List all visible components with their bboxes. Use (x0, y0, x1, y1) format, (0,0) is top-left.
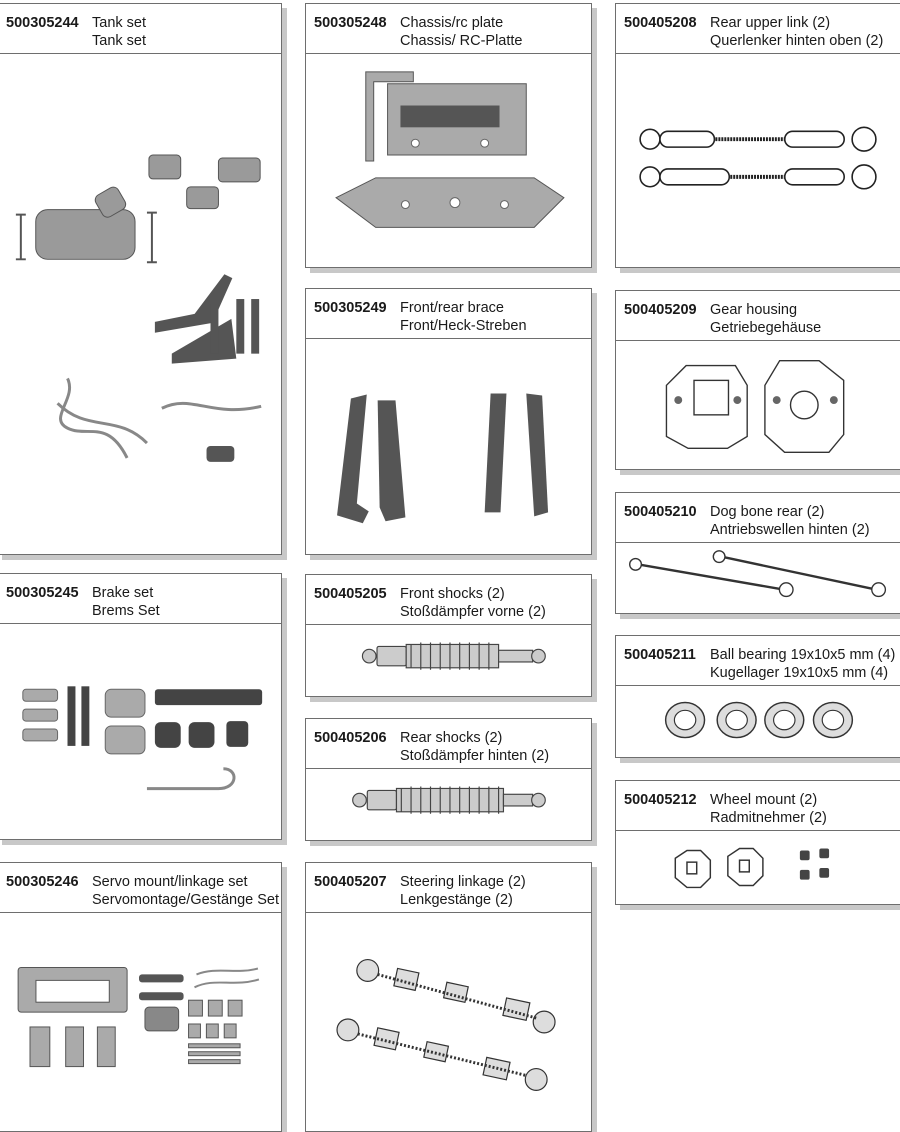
part-name-en: Servo mount/linkage set (92, 874, 248, 890)
part-number: 500305244 (6, 15, 79, 31)
part-illustration-gear-housing (616, 341, 900, 469)
part-illustration-brace (306, 339, 591, 554)
part-name-de: Tank set (92, 33, 146, 49)
part-name-de: Querlenker hinten oben (2) (710, 33, 884, 49)
part-illustration-dog-bone (616, 543, 900, 613)
part-card-chassis (305, 3, 592, 268)
part-illustration-steering (306, 913, 591, 1131)
part-number: 500305245 (6, 585, 79, 601)
part-number: 500405210 (624, 504, 697, 520)
part-card-dog-bone (615, 492, 900, 614)
part-name-en: Wheel mount (2) (710, 792, 818, 808)
part-name-en: Front/rear brace (400, 300, 504, 316)
part-card-header (616, 291, 900, 341)
part-card-tank-set (0, 3, 282, 555)
part-name-de: Stoßdämpfer vorne (2) (400, 604, 546, 620)
part-name-en: Rear upper link (2) (710, 15, 831, 31)
part-illustration-wheel-mount (616, 831, 900, 904)
part-card-bearing (615, 635, 900, 758)
part-card-header (616, 636, 900, 686)
part-name-de: Getriebegehäuse (710, 320, 822, 336)
part-number: 500405211 (624, 647, 696, 663)
part-illustration-front-shocks (306, 625, 591, 696)
part-name-en: Tank set (92, 15, 146, 31)
part-name-en: Ball bearing 19x10x5 mm (4) (710, 647, 896, 663)
part-card-gear-housing (615, 290, 900, 470)
part-name-de: Lenkgestänge (2) (400, 892, 513, 908)
part-name-de: Kugellager 19x10x5 mm (4) (710, 665, 889, 681)
part-number: 500405209 (624, 302, 697, 318)
part-card-header (0, 863, 281, 913)
part-number: 500305246 (6, 874, 79, 890)
part-number: 500305249 (314, 300, 387, 316)
part-illustration-servo-set (0, 913, 281, 1131)
part-name-de: Antriebswellen hinten (2) (710, 522, 870, 538)
part-name-en: Chassis/rc plate (400, 15, 504, 31)
part-name-de: Radmitnehmer (2) (710, 810, 827, 826)
part-number: 500405205 (314, 586, 387, 602)
part-card-servo-set (0, 862, 282, 1132)
part-card-header (306, 289, 591, 339)
part-card-steering (305, 862, 592, 1132)
part-name-de: Stoßdämpfer hinten (2) (400, 748, 550, 764)
part-card-header (306, 719, 591, 769)
part-number: 500405207 (314, 874, 387, 890)
part-name-en: Gear housing (710, 302, 798, 318)
part-number: 500405206 (314, 730, 387, 746)
part-name-de: Servomontage/Gestänge Set (92, 892, 280, 908)
part-number: 500305248 (314, 15, 387, 31)
part-illustration-brake-set (0, 624, 281, 839)
part-illustration-upper-link (616, 54, 900, 267)
part-card-brake-set (0, 573, 282, 840)
part-card-header (0, 574, 281, 624)
part-card-header (616, 781, 900, 831)
part-name-de: Brems Set (92, 603, 160, 619)
part-name-de: Chassis/ RC-Platte (400, 33, 523, 49)
part-illustration-rear-shocks (306, 769, 591, 840)
part-name-en: Steering linkage (2) (400, 874, 526, 890)
part-name-de: Front/Heck-Streben (400, 318, 527, 334)
part-illustration-tank-set (0, 54, 281, 554)
part-card-header (306, 4, 591, 54)
part-card-upper-link (615, 3, 900, 268)
part-card-front-shocks (305, 574, 592, 697)
part-illustration-chassis (306, 54, 591, 267)
part-card-header (616, 493, 900, 543)
part-name-en: Rear shocks (2) (400, 730, 503, 746)
part-card-header (616, 4, 900, 54)
part-card-wheel-mount (615, 780, 900, 905)
part-card-header (306, 863, 591, 913)
part-name-en: Dog bone rear (2) (710, 504, 825, 520)
part-illustration-bearing (616, 686, 900, 757)
part-card-header (306, 575, 591, 625)
part-card-rear-shocks (305, 718, 592, 841)
part-number: 500405212 (624, 792, 697, 808)
part-card-header (0, 4, 281, 54)
part-name-en: Brake set (92, 585, 154, 601)
part-number: 500405208 (624, 15, 697, 31)
part-card-brace (305, 288, 592, 555)
part-name-en: Front shocks (2) (400, 586, 505, 602)
